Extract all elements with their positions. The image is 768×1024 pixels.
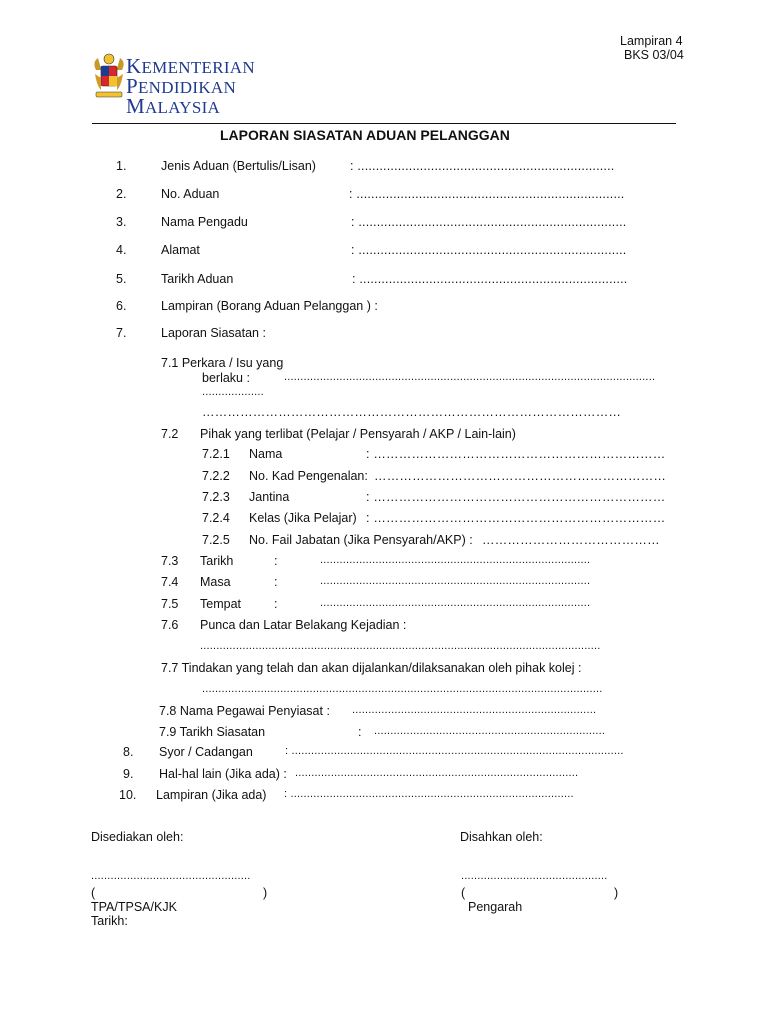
subitem-label: No. Fail Jabatan (Jika Pensyarah/AKP) : [249,533,473,547]
item-number: 2. [116,187,127,201]
subitem-label: Pihak yang terlibat (Pelajar / Pensyarah / AKP / Lain-lain) [200,427,516,441]
subitem-number: 7.2.3 [202,490,230,504]
subitem-number: 7.2.4 [202,511,230,525]
item-label: Syor / Cadangan [159,745,253,759]
subitem-number: 7.2.2 [202,469,230,483]
item-number: 10. [119,788,137,802]
paren-close: ) [614,886,619,900]
paren-open: ( [91,886,96,900]
subitem-label: No. Kad Pengenalan: [249,469,368,483]
subitem-number: 7.6 [161,618,179,632]
subitem-label: Punca dan Latar Belakang Kejadian : [200,618,407,632]
fill-line: : …………………………………………………………… [366,511,666,525]
colon: : [274,597,278,611]
item-number: 4. [116,243,127,257]
colon: : [274,575,278,589]
colon: : [358,725,362,739]
item-number: 6. [116,299,127,313]
fill-line: : ......................................................................... [349,187,625,201]
fill-line: : ....................................................................................... [284,788,574,800]
signature-line: ................................................. [91,870,251,882]
subitem-number: 7.2.5 [202,533,230,547]
ministry-name [126,54,255,118]
subitem-number: 7.2.1 [202,447,230,461]
attachment-ref: Lampiran 4 [620,34,683,48]
subitem-label: Tarikh [200,554,234,568]
fill-line: : ......................................................................... [351,243,627,257]
item-number: 1. [116,159,127,173]
subitem-label-cont: berlaku : [202,371,250,385]
item-number: 5. [116,272,127,286]
item-label: Jenis Aduan (Bertulis/Lisan) [161,159,316,173]
fill-line: : …………………………………………………………… [366,447,666,461]
item-number: 9. [123,767,134,781]
paren-open: ( [461,886,466,900]
fill-line: .................................................................................................................. [284,371,656,383]
fill-line: ................................................................................... [320,575,591,587]
fill-line: ........................................................................................................................... [200,640,601,652]
item-label: Hal-hal lain (Jika ada) : [159,767,287,781]
fill-line: ……………………………………………………………………………………… [202,405,622,419]
page-title: LAPORAN SIASATAN ADUAN PELANGGAN [220,127,510,143]
item-label: Alamat [161,243,200,257]
fill-line: : ...................................................................... [350,159,615,173]
colon: : [274,554,278,568]
subitem-number: 7.4 [161,575,179,589]
subitem-label: 7.9 Tarikh Siasatan [159,725,266,739]
subitem-number: 7.5 [161,597,179,611]
subitem-label: 7.1 Perkara / Isu yang [161,356,284,370]
fill-line: …………………………………… [482,533,660,547]
item-label: Lampiran (Borang Aduan Pelanggan ) : [161,299,378,313]
fill-line: : ......................................................................... [352,272,628,286]
subitem-label: Tempat [200,597,241,611]
item-number: 3. [116,215,127,229]
fill-line: : …………………………………………………………… [366,490,666,504]
prepared-by-heading: Disediakan oleh: [91,830,184,844]
ministry-line-3: MALAYSIA [126,94,221,118]
document-code: BKS 03/04 [624,48,684,62]
subitem-label: Jantina [249,490,290,504]
subitem-label: Nama [249,447,283,461]
paren-close: ) [263,886,268,900]
subitem-number: 7.2 [161,427,179,441]
approver-role: Pengarah [468,900,523,914]
header-divider [92,123,676,124]
item-label: Tarikh Aduan [161,272,234,286]
fill-line: ....................................................................................... [295,767,579,779]
subitem-label: Masa [200,575,231,589]
fill-line: ........................................................................... [352,704,597,716]
fill-line: ........................................................................................................................... [202,683,603,695]
fill-line: ................................................................................... [320,554,591,566]
subitem-label: Kelas (Jika Pelajar) [249,511,357,525]
item-label: Laporan Siasatan : [161,326,266,340]
coat-of-arms-icon [92,52,126,104]
item-label: Lampiran (Jika ada) [156,788,267,802]
item-number: 8. [123,745,134,759]
fill-line: ................... [202,386,264,398]
preparer-role: TPA/TPSA/KJK [91,900,177,914]
ministry-line-1: KEMENTERIAN [126,54,255,78]
fill-line: : ......................................................................... [351,215,627,229]
item-label: Nama Pengadu [161,215,248,229]
fill-line: ....................................................................... [374,725,606,737]
fill-line: …………………………………………………………… [374,469,667,483]
item-label: No. Aduan [161,187,220,201]
fill-line: ................................................................................... [320,597,591,609]
fill-line: : ...................................................................................................... [285,745,624,757]
item-number: 7. [116,326,127,340]
ministry-line-2: PENDIDIKAN [126,74,237,98]
subitem-label: 7.7 Tindakan yang telah dan akan dijalankan/dilaksanakan oleh pihak kolej : [161,661,582,675]
subitem-number: 7.3 [161,554,179,568]
signature-line: ............................................. [461,870,608,882]
date-label: Tarikh: [91,914,128,928]
approved-by-heading: Disahkan oleh: [460,830,543,844]
subitem-label: 7.8 Nama Pegawai Penyiasat : [159,704,330,718]
